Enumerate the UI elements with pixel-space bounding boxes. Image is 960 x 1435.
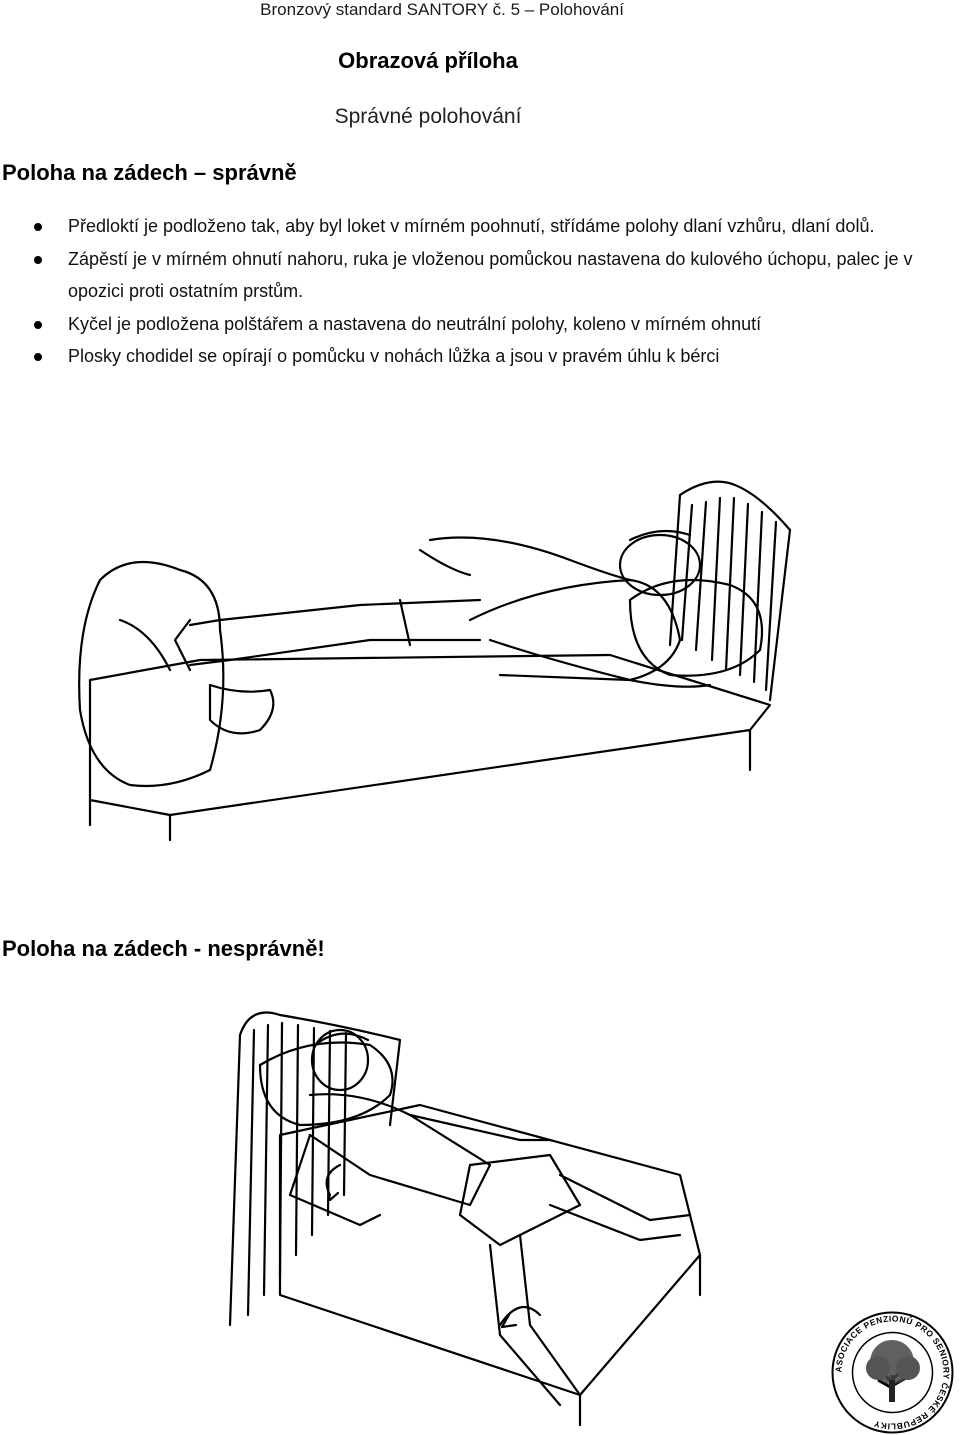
- list-item-text: Předloktí je podloženo tak, aby byl loket v mírném poohnutí, střídáme polohy dlaní vzhůru, dlaní dolů.: [68, 216, 875, 236]
- bullet-icon: [34, 256, 42, 264]
- list-item-text: Kyčel je podložena polštářem a nastavena do neutrální polohy, koleno v mírném ohnutí: [68, 313, 762, 334]
- document-header: Bronzový standard SANTORY č. 5 – Polohování: [260, 0, 624, 19]
- bullet-icon: [34, 353, 42, 361]
- list-item: [0, 210, 930, 243]
- correct-position-list: [0, 210, 930, 373]
- list-item-text: Zápěstí je v mírném ohnutí nahoru, ruka je vloženou pomůckou nastavena do kulového úchopu, palec je v opozici proti ostatním prstům.: [68, 248, 913, 301]
- bullet-icon: [34, 223, 42, 231]
- section-heading-incorrect: Poloha na zádech - nesprávně!: [2, 936, 325, 961]
- association-logo: [830, 1310, 955, 1435]
- list-item: [0, 243, 930, 308]
- page-subtitle: Správné polohování: [334, 105, 522, 128]
- list-item: [0, 308, 930, 341]
- correct-position-illustration: [70, 470, 830, 860]
- section-heading-correct: Poloha na zádech – správně: [2, 160, 297, 185]
- list-item: [0, 340, 930, 373]
- page-title: Obrazová příloha: [338, 48, 518, 73]
- incorrect-position-illustration: [220, 995, 740, 1435]
- list-item-text: Plosky chodidel se opírají o pomůcku v nohách lůžka a jsou v pravém úhlu k bérci: [68, 346, 720, 366]
- bullet-icon: [34, 321, 42, 329]
- logo-ring-text: ASOCIACE PENZIONŮ PRO SENIORY ČESKÉ REPUBLIKY: [833, 1313, 952, 1432]
